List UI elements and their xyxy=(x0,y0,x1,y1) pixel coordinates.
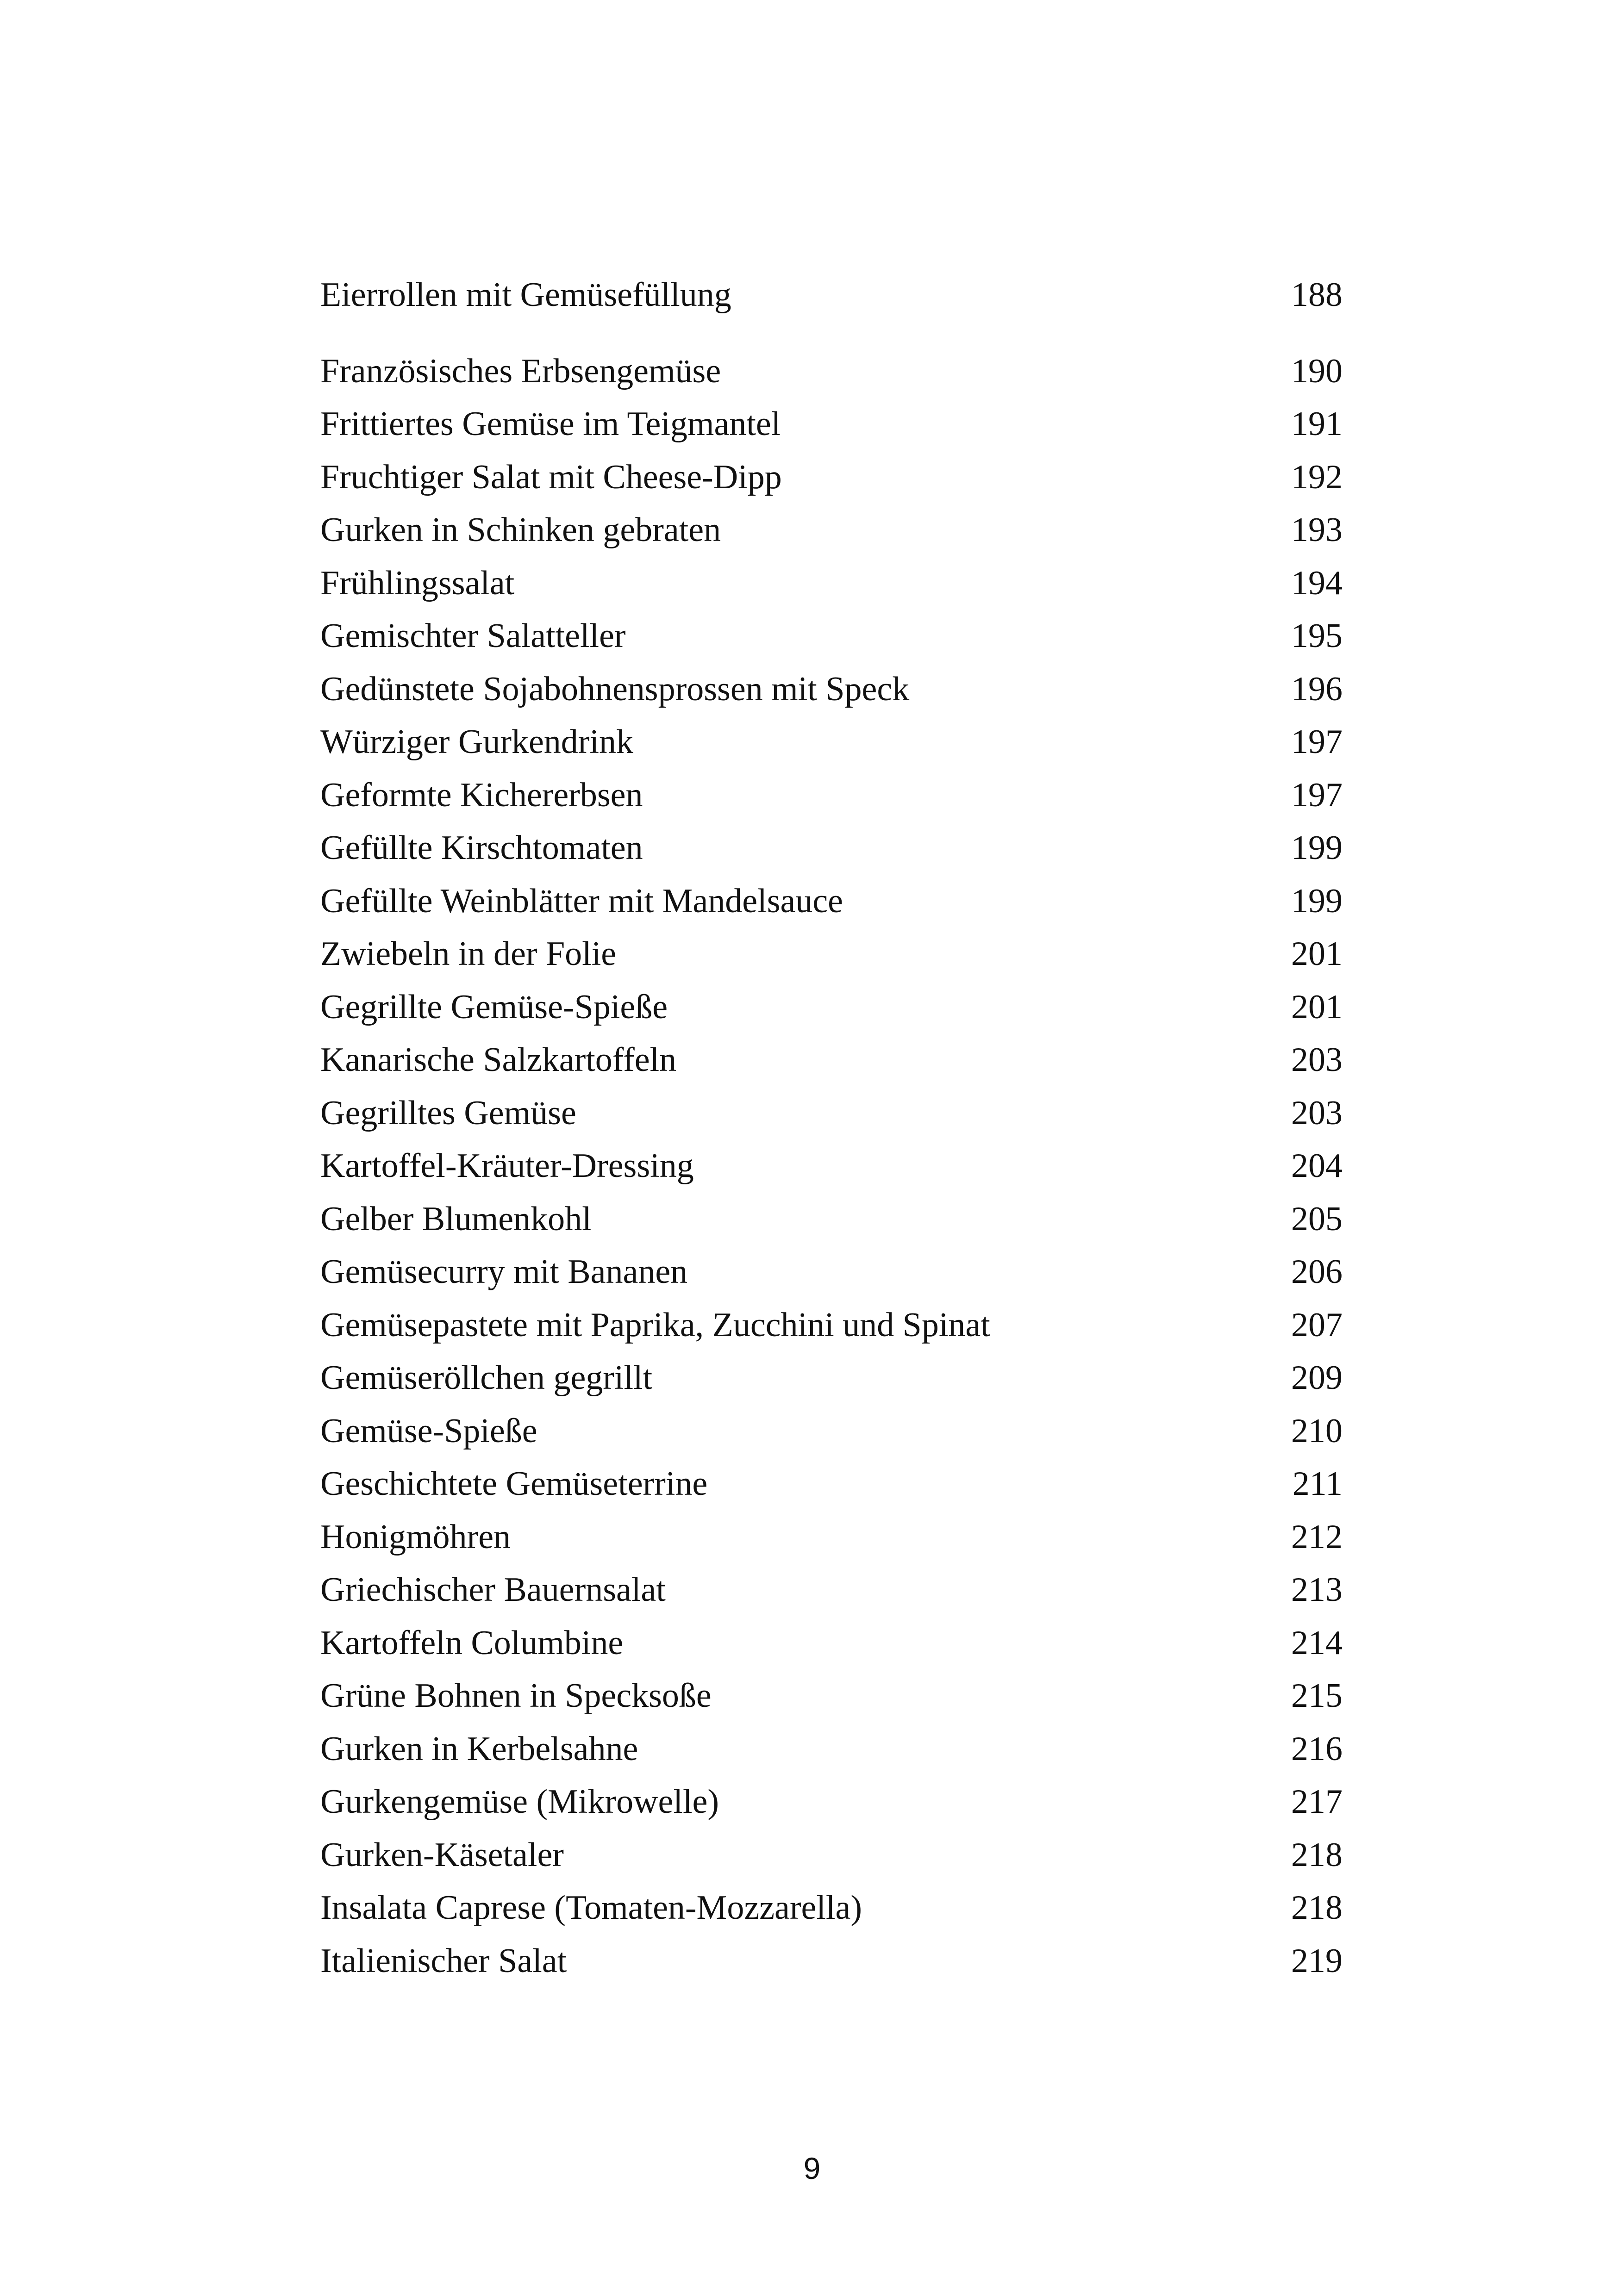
toc-entry xyxy=(320,1299,1343,1352)
toc-entry-page: 213 xyxy=(1291,1571,1343,1609)
toc-entry-page: 219 xyxy=(1291,1941,1343,1980)
toc-entry-page: 188 xyxy=(1291,276,1343,314)
toc-entry-page: 212 xyxy=(1291,1518,1343,1556)
toc-entry xyxy=(320,1881,1343,1935)
toc-entry-page: 195 xyxy=(1291,617,1343,655)
toc-entry-title: Gemischter Salatteller xyxy=(320,617,626,655)
toc-entry-title: Gefüllte Kirschtomaten xyxy=(320,829,643,867)
toc-entry-title: Französisches Erbsengemüse xyxy=(320,352,721,390)
toc-entry xyxy=(320,451,1343,504)
toc-entry xyxy=(320,927,1343,981)
toc-entry-page: 209 xyxy=(1291,1359,1343,1397)
toc-entry-title: Kartoffeln Columbine xyxy=(320,1624,624,1662)
toc-entry xyxy=(320,1351,1343,1405)
toc-entry-page: 211 xyxy=(1292,1465,1343,1503)
toc-entry-title: Honigmöhren xyxy=(320,1518,511,1556)
toc-entry-page: 197 xyxy=(1291,723,1343,761)
toc-entry-page: 196 xyxy=(1291,670,1343,708)
toc-entry-title: Frittiertes Gemüse im Teigmantel xyxy=(320,405,781,443)
toc-entry-title: Gemüseröllchen gegrillt xyxy=(320,1359,653,1397)
toc-entry xyxy=(320,557,1343,610)
toc-entry-page: 203 xyxy=(1291,1041,1343,1079)
toc-entry xyxy=(320,1087,1343,1140)
toc-entry-page: 207 xyxy=(1291,1306,1343,1344)
toc-entry-page: 216 xyxy=(1291,1730,1343,1768)
toc-entry xyxy=(320,1775,1343,1829)
toc-entry-title: Zwiebeln in der Folie xyxy=(320,935,617,973)
toc-entry xyxy=(320,1405,1343,1458)
toc-entry xyxy=(320,398,1343,451)
toc-entry xyxy=(320,268,1343,322)
toc-entry-page: 192 xyxy=(1291,458,1343,496)
toc-entry xyxy=(320,769,1343,822)
toc-entry-page: 201 xyxy=(1291,988,1343,1026)
toc-entry xyxy=(320,1669,1343,1723)
toc-entry-title: Kanarische Salzkartoffeln xyxy=(320,1041,677,1079)
toc-entry-page: 218 xyxy=(1291,1836,1343,1874)
toc-entry-page: 204 xyxy=(1291,1147,1343,1185)
toc-entry-page: 201 xyxy=(1291,935,1343,973)
toc-entry-title: Insalata Caprese (Tomaten-Mozzarella) xyxy=(320,1889,862,1927)
toc-entry-page: 194 xyxy=(1291,564,1343,602)
toc-entry xyxy=(320,1033,1343,1087)
toc-entry xyxy=(320,1245,1343,1299)
toc-entry xyxy=(320,716,1343,769)
toc-entry-title: Kartoffel-Kräuter-Dressing xyxy=(320,1147,694,1185)
toc-entry-title: Frühlingssalat xyxy=(320,564,515,602)
toc-entry-title: Geformte Kichererbsen xyxy=(320,776,643,814)
toc-entry-page: 206 xyxy=(1291,1253,1343,1291)
toc-entry-title: Gurken in Schinken gebraten xyxy=(320,511,721,549)
toc-entry-title: Griechischer Bauernsalat xyxy=(320,1571,666,1609)
toc-entry-page: 217 xyxy=(1291,1783,1343,1821)
page-number: 9 xyxy=(803,2151,821,2185)
toc-entry-page: 205 xyxy=(1291,1200,1343,1238)
toc-entry xyxy=(320,1935,1343,1988)
toc-entry-title: Eierrollen mit Gemüsefüllung xyxy=(320,276,731,314)
toc-entry-title: Gemüse-Spieße xyxy=(320,1412,537,1450)
toc-entry xyxy=(320,1139,1343,1193)
toc-entry-page: 193 xyxy=(1291,511,1343,549)
toc-entry-title: Gegrillte Gemüse-Spieße xyxy=(320,988,668,1026)
toc-entry-title: Gegrilltes Gemüse xyxy=(320,1094,576,1132)
toc-entry xyxy=(320,1457,1343,1511)
table-of-contents xyxy=(320,268,1343,1987)
toc-entry-page: 190 xyxy=(1291,352,1343,390)
toc-entry xyxy=(320,610,1343,663)
toc-entry xyxy=(320,1829,1343,1882)
toc-entry xyxy=(320,504,1343,557)
toc-entry-title: Gedünstete Sojabohnensprossen mit Speck xyxy=(320,670,910,708)
toc-entry-page: 203 xyxy=(1291,1094,1343,1132)
toc-entry xyxy=(320,1617,1343,1670)
toc-entry-title: Gemüsecurry mit Bananen xyxy=(320,1253,688,1291)
toc-entry xyxy=(320,1193,1343,1246)
toc-entry-page: 197 xyxy=(1291,776,1343,814)
toc-entry-title: Gurkengemüse (Mikrowelle) xyxy=(320,1783,719,1821)
toc-entry-title: Geschichtete Gemüseterrine xyxy=(320,1465,708,1503)
toc-entry-page: 210 xyxy=(1291,1412,1343,1450)
toc-entry-title: Gelber Blumenkohl xyxy=(320,1200,592,1238)
toc-entry-page: 199 xyxy=(1291,882,1343,920)
toc-entry xyxy=(320,1511,1343,1564)
toc-entry xyxy=(320,1563,1343,1617)
toc-entry-page: 199 xyxy=(1291,829,1343,867)
toc-entry xyxy=(320,345,1343,398)
toc-entry xyxy=(320,663,1343,716)
toc-entry xyxy=(320,1723,1343,1776)
toc-entry-page: 215 xyxy=(1291,1677,1343,1715)
toc-entry-title: Fruchtiger Salat mit Cheese-Dipp xyxy=(320,458,782,496)
toc-entry-title: Gurken-Käsetaler xyxy=(320,1836,564,1874)
toc-entry-title: Gemüsepastete mit Paprika, Zucchini und Spinat xyxy=(320,1306,990,1344)
toc-entry-page: 218 xyxy=(1291,1889,1343,1927)
toc-entry-title: Gurken in Kerbelsahne xyxy=(320,1730,638,1768)
toc-entry xyxy=(320,821,1343,875)
toc-entry xyxy=(320,875,1343,928)
toc-entry-title: Würziger Gurkendrink xyxy=(320,723,634,761)
toc-entry-title: Grüne Bohnen in Specksoße xyxy=(320,1677,712,1715)
toc-entry xyxy=(320,981,1343,1034)
toc-entry-page: 214 xyxy=(1291,1624,1343,1662)
toc-entry-page: 191 xyxy=(1291,405,1343,443)
toc-entry-title: Italienischer Salat xyxy=(320,1941,567,1980)
toc-entry-title: Gefüllte Weinblätter mit Mandelsauce xyxy=(320,882,843,920)
